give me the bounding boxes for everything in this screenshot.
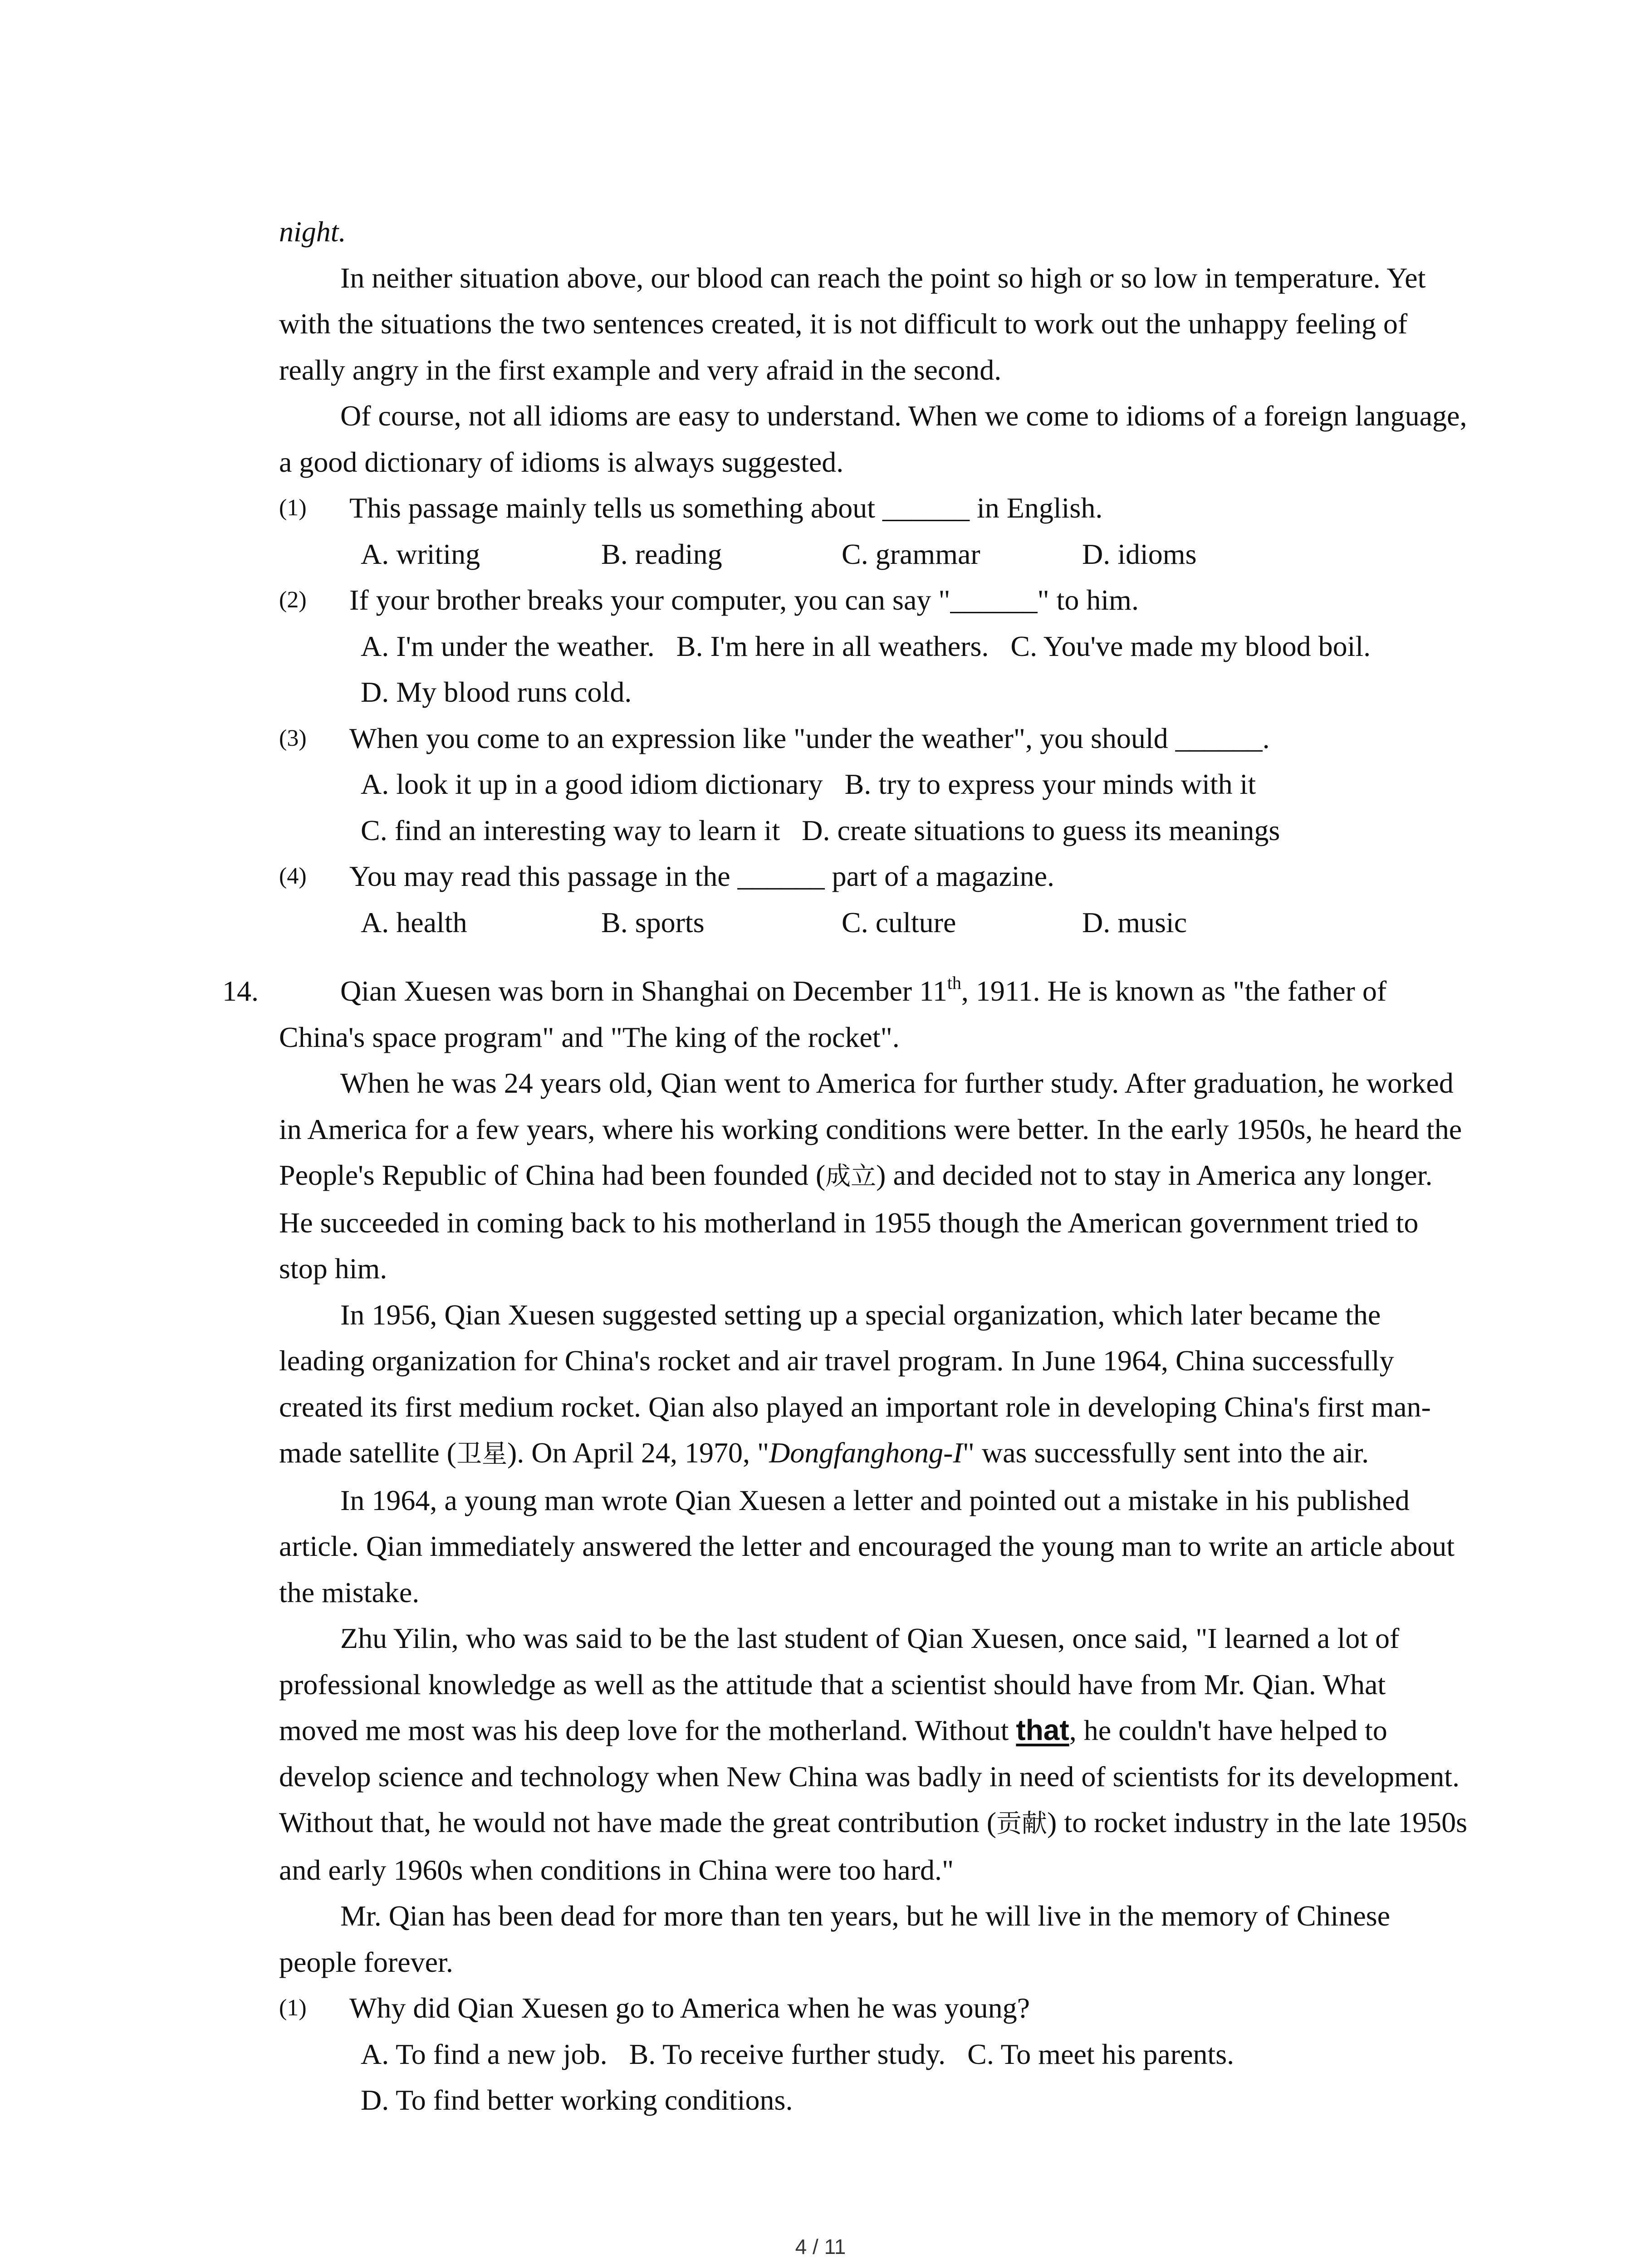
- option-d[interactable]: D. To find better working conditions.: [361, 2084, 793, 2116]
- passage-paragraph: Qian Xuesen was born in Shanghai on December 11th, 1911. He is known as "the father of China's space program" and "The king of the rocket".: [279, 973, 1387, 1053]
- highlighted-word: that: [1016, 1714, 1069, 1746]
- passage-paragraph: When he was 24 years old, Qian went to America for further study. After graduation, he worked in America for a few years, where his working conditions were better. In the early 1950s, he heard the People's Republic of China had been founded (成立) and decided not to stay in America any longer. He succeeded in coming back to his motherland in 1955 though the American government tried to stop him.: [279, 1067, 1462, 1285]
- question-13-4: [279, 853, 1468, 899]
- question-number: (2): [279, 587, 307, 613]
- options-row: [279, 761, 1468, 807]
- option-a[interactable]: A. health: [361, 906, 467, 938]
- options-row: [279, 899, 1468, 946]
- option-b[interactable]: B. reading: [601, 538, 722, 570]
- item-14: [222, 968, 1468, 2123]
- options-row: [279, 531, 1468, 577]
- passage-paragraph: Mr. Qian has been dead for more than ten years, but he will live in the memory of Chinese people forever.: [279, 1900, 1391, 1978]
- question-13-2: [279, 577, 1468, 623]
- option-b[interactable]: B. try to express your minds with it: [844, 768, 1256, 800]
- option-d[interactable]: D. create situations to guess its meanings: [802, 814, 1280, 846]
- question-number: (3): [279, 725, 307, 751]
- option-b[interactable]: B. I'm here in all weathers.: [676, 630, 989, 662]
- question-number: (1): [279, 1995, 307, 2021]
- question-text: This passage mainly tells us something about ______ in English.: [349, 492, 1103, 524]
- passage-paragraph: In 1956, Qian Xuesen suggested setting up a special organization, which later became the leading organization for China's rocket and air travel program. In June 1964, China successfully created its first medium rocket. Qian also played an important role in developing China's first man-made satellite (卫星). On April 24, 1970, "Dongfanghong-I" was successfully sent into the air.: [279, 1298, 1431, 1469]
- page-content: [222, 209, 1468, 2123]
- options-row: [279, 2031, 1468, 2077]
- passage-paragraph: In 1964, a young man wrote Qian Xuesen a letter and pointed out a mistake in his published article. Qian immediately answered the letter and encouraged the young man to write an article about the mistake.: [279, 1484, 1455, 1608]
- options-row: [279, 807, 1468, 854]
- passage-paragraph: Zhu Yilin, who was said to be the last student of Qian Xuesen, once said, "I learned a lot of professional knowledge as well as the attitude that a scientist should have from Mr. Qian. What moved me most was his deep love for the motherland. Without that, he couldn't have helped to develop science and technology when New China was badly in need of scientists for its development. Without that, he would not have made the great contribution (贡献) to rocket industry in the late 1950s and early 1960s when conditions in China were too hard.": [279, 1622, 1468, 1886]
- passage-fragment: night.: [279, 215, 346, 248]
- options-row: [279, 2077, 1468, 2123]
- question-text: You may read this passage in the ______ part of a magazine.: [349, 860, 1054, 892]
- question-text: When you come to an expression like "under the weather", you should ______.: [349, 722, 1270, 754]
- question-number: (4): [279, 863, 307, 889]
- question-13-3: [279, 715, 1468, 762]
- passage-paragraph: Of course, not all idioms are easy to understand. When we come to idioms of a foreign language, a good dictionary of idioms is always suggested.: [279, 400, 1467, 478]
- page-number: 4 / 11: [795, 2235, 846, 2258]
- option-c[interactable]: C. grammar: [842, 538, 980, 570]
- options-row: [279, 623, 1468, 670]
- passage-paragraph: In neither situation above, our blood can reach the point so high or so low in temperature. Yet with the situations the two sentences created, it is not difficult to work out the unhappy feeling of really angry in the first example and very afraid in the second.: [279, 261, 1426, 386]
- option-d[interactable]: D. music: [1082, 906, 1187, 938]
- option-a[interactable]: A. writing: [361, 538, 480, 570]
- question-text: Why did Qian Xuesen go to America when he was young?: [349, 1992, 1030, 2024]
- option-b[interactable]: B. sports: [601, 906, 705, 938]
- option-b[interactable]: B. To receive further study.: [629, 2038, 946, 2070]
- option-c[interactable]: C. culture: [842, 906, 956, 938]
- option-d[interactable]: D. idioms: [1082, 538, 1197, 570]
- option-d[interactable]: D. My blood runs cold.: [361, 676, 632, 708]
- question-text: If your brother breaks your computer, you can say "______" to him.: [349, 584, 1139, 616]
- question-13-1: [279, 485, 1468, 531]
- option-a[interactable]: A. look it up in a good idiom dictionary: [361, 768, 823, 800]
- option-c[interactable]: C. find an interesting way to learn it: [361, 814, 780, 846]
- option-c[interactable]: C. To meet his parents.: [967, 2038, 1234, 2070]
- option-a[interactable]: A. I'm under the weather.: [361, 630, 655, 662]
- options-row: [279, 669, 1468, 715]
- question-14-1: [279, 1985, 1468, 2031]
- item-number: 14.: [222, 975, 259, 1007]
- option-a[interactable]: A. To find a new job.: [361, 2038, 607, 2070]
- question-number: (1): [279, 495, 307, 521]
- option-c[interactable]: C. You've made my blood boil.: [1010, 630, 1371, 662]
